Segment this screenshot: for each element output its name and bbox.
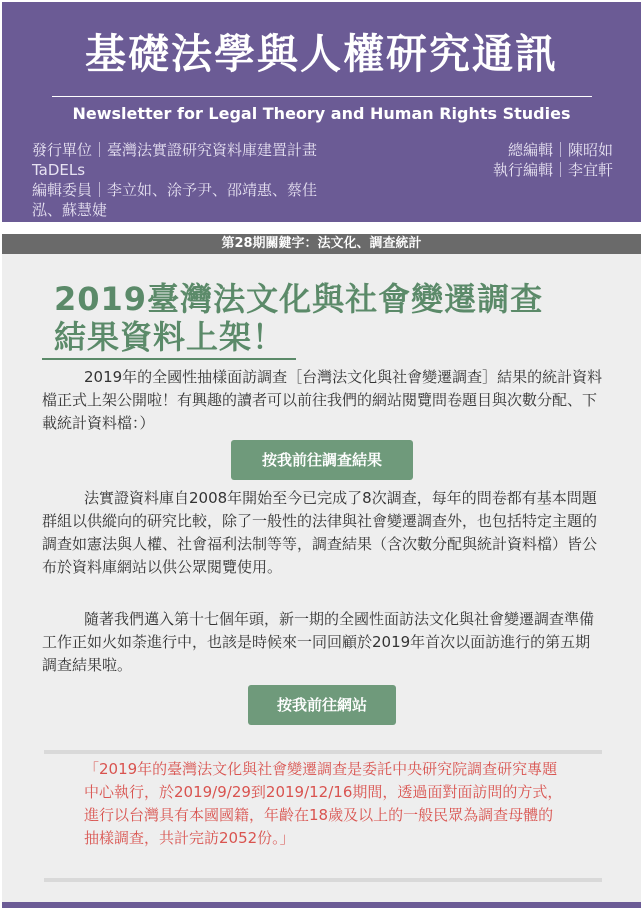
title-divider: [52, 96, 592, 97]
new-survey-paragraph: 隨著我們邁入第十七個年頭，新一期的全國性面訪法文化與社會變遷調查準備工作正如火如荼進行中，也該是時候來一同回顧於2019年首次以面訪進行的第五期調查結果啦。: [42, 610, 595, 674]
editors-line: 編輯委員｜李立如、涂予尹、邵靖惠、蔡佳: [32, 181, 318, 199]
intro-paragraph: 2019年的全國性抽樣面訪調查［台灣法文化與社會變遷調查］結果的統計資料檔正式上架公開啦！有興趣的讀者可以前往我們的網站閱覽問卷題目與次數分配、下載統計資料檔：）: [42, 368, 603, 432]
publisher-abbrev: TaDELs: [32, 161, 86, 179]
newsletter-title-zh: 基礎法學與人權研究通訊: [85, 30, 558, 78]
article-section: [2, 254, 641, 908]
footer-bar: [2, 902, 641, 908]
quote-top-rule: [44, 750, 602, 754]
editor-info: [493, 140, 613, 180]
quote-bottom-rule: [44, 878, 602, 882]
survey-quote: 「2019年的臺灣法文化與社會變遷調查是委託中央研究院調查研究專題中心執行，於2019/9/29到2019/12/16期間，透過面對面訪問的方式，進行以台灣具有本國國籍，年齡在18歲及以上的一般民眾為調查母體的抽樣調查，共計完訪2052份。」: [84, 760, 563, 847]
title-underline: [42, 358, 296, 360]
survey-results-button[interactable]: 按我前往調查結果: [231, 440, 413, 480]
website-button[interactable]: 按我前往網站: [248, 685, 396, 725]
article-title: [54, 280, 614, 356]
editors-line-cont: 泓、蘇慧婕: [32, 201, 108, 219]
article-title-line1: 2019臺灣法文化與社會變遷調查: [54, 280, 544, 318]
newsletter-header: [2, 2, 641, 222]
article-title-line2: 結果資料上架！: [54, 318, 286, 356]
newsletter-title-en: Newsletter for Legal Theory and Human Rights Studies: [72, 104, 571, 123]
publisher-info: [32, 140, 384, 220]
issue-keyword-bar: 第28期關鍵字：法文化、調查統計: [2, 234, 641, 254]
executive-editor: 執行編輯｜李宜軒: [492, 161, 613, 179]
publisher-line: 發行單位｜臺灣法實證研究資料庫建置計畫: [32, 141, 318, 159]
database-paragraph: 法實證資料庫自2008年開始至今已完成了8次調查，每年的問卷都有基本問題群組以供縱向的研究比較，除了一般性的法律與社會變遷調查外，也包括特定主題的調查如憲法與人權、社會福利法制等等，調查結果（含次數分配與統計資料檔）皆公布於資料庫網站以供公眾閱覽使用。: [42, 489, 598, 576]
chief-editor: 總編輯｜陳昭如: [507, 141, 613, 159]
